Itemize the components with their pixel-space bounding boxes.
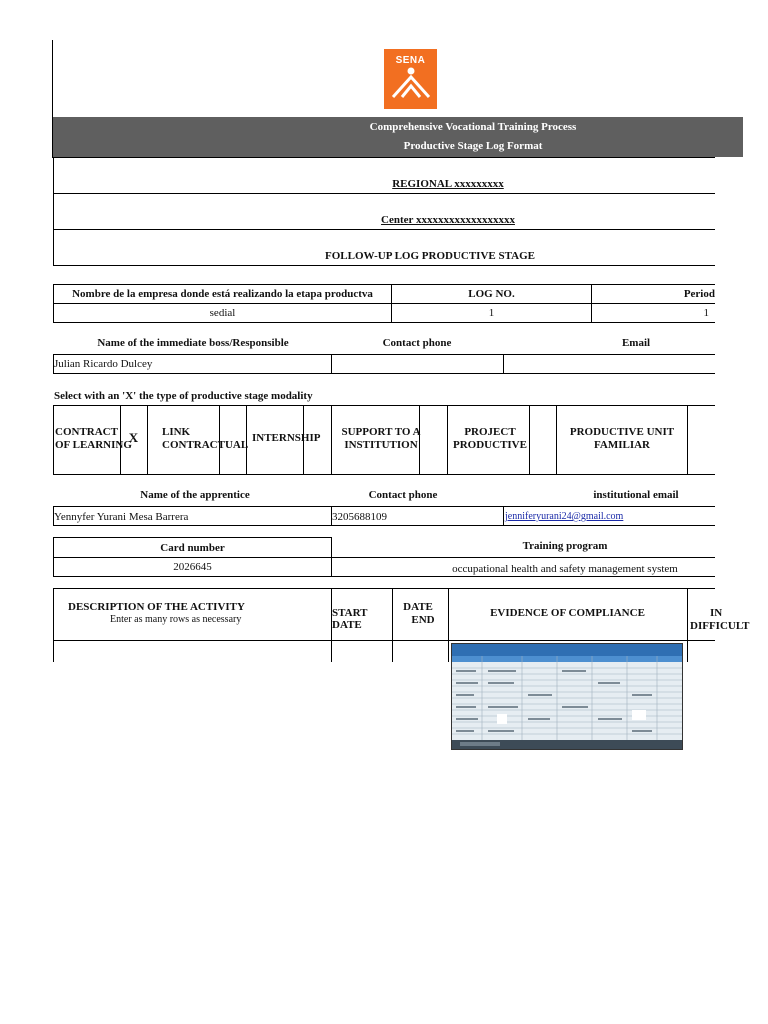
apprentice-name-header: Name of the apprentice [140,489,250,501]
rule [53,506,715,507]
center-label: Center xxxxxxxxxxxxxxxxxx [381,214,515,226]
boss-phone-header: Contact phone [382,337,452,349]
rule [448,588,449,662]
rule [331,557,715,558]
modality-option-productive-unit: PRODUCTIVE UNIT FAMILIAR [569,426,675,451]
rule [53,193,715,194]
rule [331,405,332,475]
training-program-header: Training program [522,540,608,552]
end-date-header-line1: DATE [403,601,433,613]
company-name-value: sedial [53,303,392,323]
rule [503,506,504,526]
rule [53,354,715,355]
rule [687,405,688,475]
logo-text: SENA [395,55,426,66]
sena-logo [384,49,437,109]
difficulty-header-line2: DIFFICULT [690,620,750,632]
boss-email-header: Email [621,337,651,349]
boss-name-header: Name of the immediate boss/Responsible [97,337,289,349]
period-header: Period [591,284,715,304]
card-number-value: 2026645 [53,557,332,577]
rule [503,354,504,374]
rule [53,265,715,266]
rule [53,229,715,230]
training-program-value: occupational health and safety management system [452,563,678,575]
modality-option-support-institution: SUPPORT TO A INSTITUTION [341,426,421,451]
activity-description-header: DESCRIPTION OF THE ACTIVITY [68,601,245,613]
banner-line-2: Productive Stage Log Format [403,140,543,152]
log-no-value: 1 [391,303,592,323]
end-date-header-line2: END [411,614,435,626]
apprentice-name-value: Yennyfer Yurani Mesa Barrera [54,511,189,523]
boss-name-value: Julian Ricardo Dulcey [54,358,153,370]
banner-line-1: Comprehensive Vocational Training Process [369,121,577,133]
rule [53,157,715,158]
activity-description-subheader: Enter as many rows as necessary [110,614,242,625]
difficulty-header [690,607,768,633]
log-title: FOLLOW-UP LOG PRODUCTIVE STAGE [325,250,535,262]
rule [556,405,557,475]
rule [53,373,715,374]
apprentice-phone-header: Contact phone [368,489,438,501]
modality-option-contract-learning: CONTRACT OF LEARNING [55,426,132,451]
evidence-spreadsheet-thumbnail [452,644,682,749]
rule [687,588,688,662]
evidence-image [451,643,683,750]
modality-option-link-contractual: LINK CONTRACTUAL [162,426,249,451]
difficulty-header-line1: IN [710,607,723,619]
rule [447,405,448,475]
rule [53,525,715,526]
period-value: 1 [591,303,715,323]
logo-figure-icon [389,66,433,100]
modality-mark-contract-learning[interactable]: X [128,430,139,445]
rule [147,405,148,475]
rule [331,576,715,577]
evidence-header: EVIDENCE OF COMPLIANCE [490,607,645,619]
rule [53,640,54,662]
apprentice-email-header: institutional email [593,489,679,501]
card-number-header: Card number [53,537,332,558]
apprentice-phone-value: 3205688109 [332,511,387,523]
apprentice-email-link[interactable]: jenniferyurani24@gmail.com [505,511,624,522]
company-name-header: Nombre de la empresa donde está realizando la etapa productva [53,284,392,304]
modality-option-internship: INTERNSHIP [252,432,321,444]
rule [529,405,530,475]
regional-label: REGIONAL xxxxxxxxx [392,178,504,190]
end-date-header [396,601,440,627]
start-date-header: START DATE [332,607,368,631]
rule [331,354,332,374]
modality-instruction: Select with an 'X' the type of productive stage modality [54,390,313,402]
header-banner [53,117,743,157]
modality-option-project-productive: PROJECT PRODUCTIVE [453,426,527,451]
log-no-header: LOG NO. [391,284,592,304]
